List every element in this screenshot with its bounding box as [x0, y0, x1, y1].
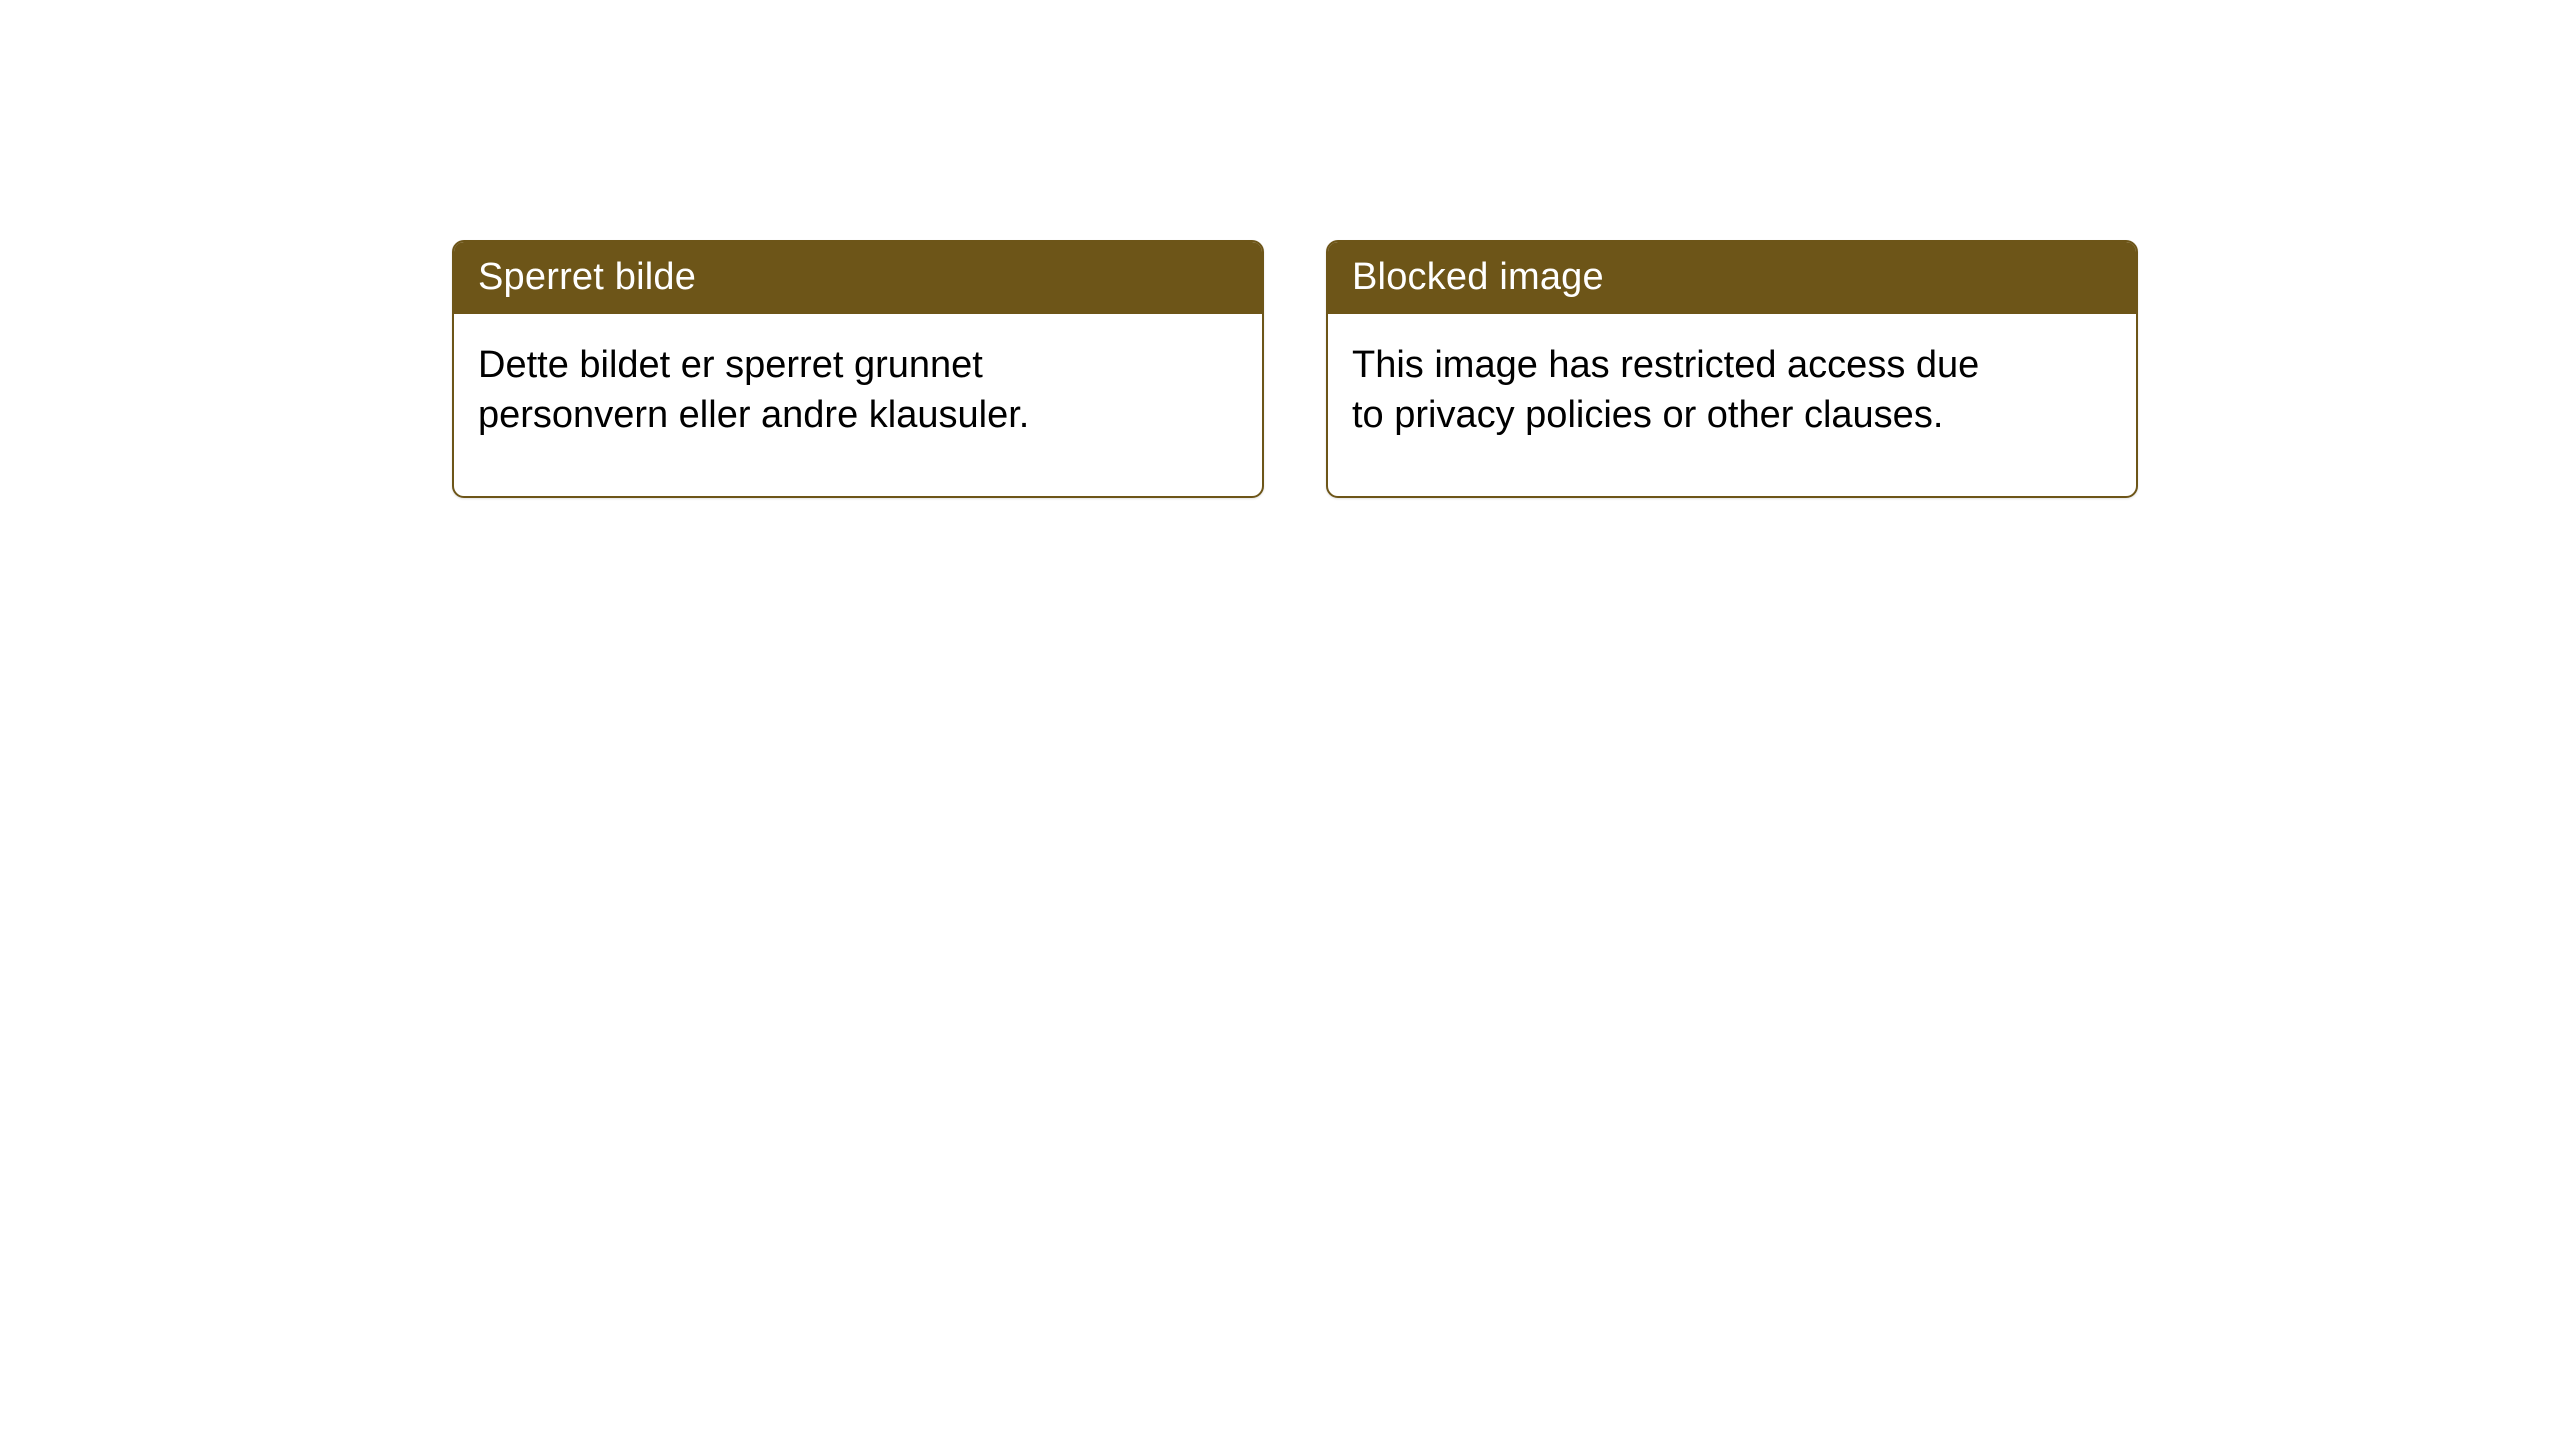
notice-cards-container [452, 240, 2138, 498]
blocked-image-notice-text-en: This image has restricted access due to privacy policies or other clauses. [1352, 344, 1980, 437]
blocked-image-notice-body-en [1328, 314, 2136, 496]
blocked-image-notice-body-no [454, 314, 1262, 496]
blocked-image-notice-card-no [452, 240, 1264, 498]
blocked-image-notice-title-en: Blocked image [1328, 242, 2136, 314]
blocked-image-notice-title-no: Sperret bilde [454, 242, 1262, 314]
blocked-image-notice-text-no: Dette bildet er sperret grunnet personvern eller andre klausuler. [478, 344, 1030, 437]
blocked-image-notice-card-en [1326, 240, 2138, 498]
